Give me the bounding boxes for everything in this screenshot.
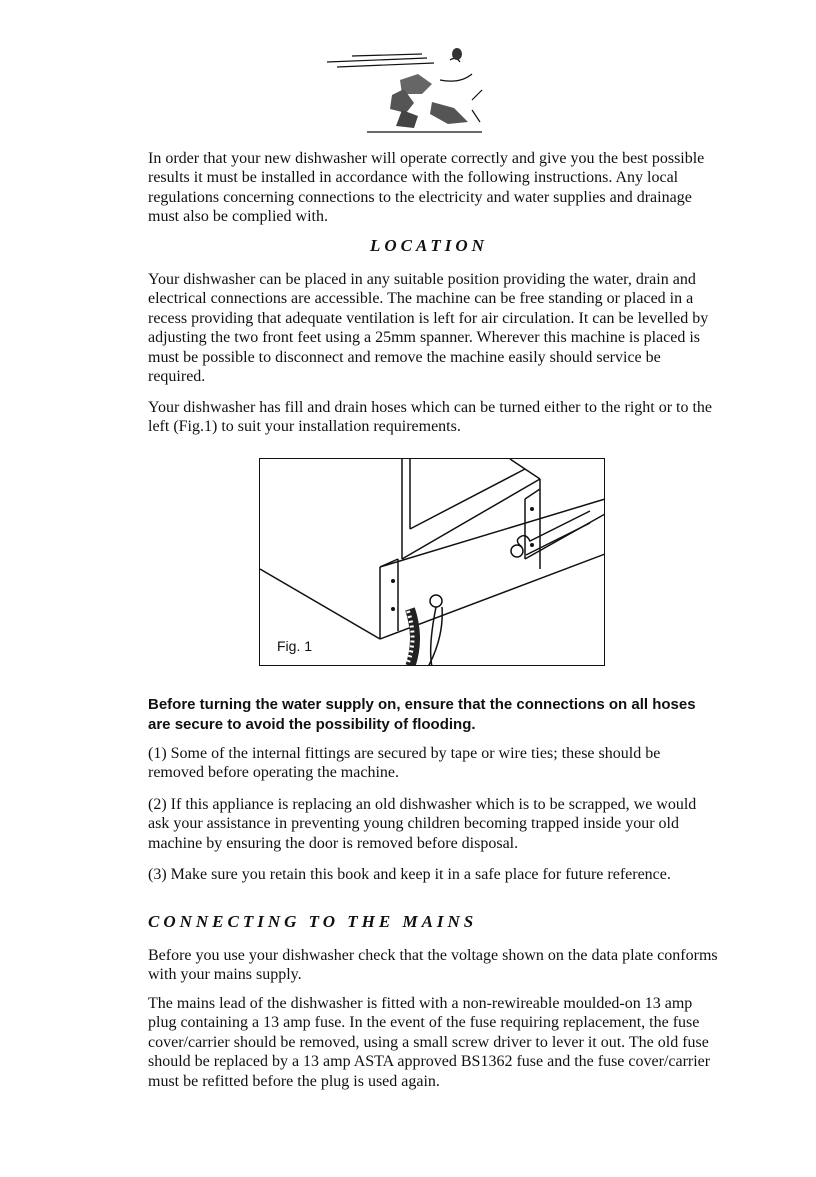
- figure-1-hoses: [259, 458, 605, 666]
- hose-diagram: [260, 459, 605, 666]
- flooding-warning: Before turning the water supply on, ensure that the connections on all hoses are secure to avoid the possibility of flooding.: [148, 696, 696, 733]
- note-2: (2) If this appliance is replacing an old dishwasher which is to be scrapped, we would ask your assistance in preventing young children becoming trapped inside your old machine by ensuring the door is removed before disposal.: [148, 796, 697, 852]
- mains-heading: CONNECTING TO THE MAINS: [148, 912, 478, 931]
- location-paragraph-2: Your dishwasher has fill and drain hoses which can be turned either to the right or to the left (Fig.1) to suit your installation requirements.: [148, 399, 713, 436]
- location-heading: LOCATION: [370, 236, 488, 255]
- intro-paragraph: In order that your new dishwasher will operate correctly and give you the best possible results it must be installed in accordance with the following instructions. Any local regulations concerning connections to the electricity and water supplies and drainage must also be complied with.: [148, 150, 705, 226]
- note-1: (1) Some of the internal fittings are secured by tape or wire ties; these should be removed before operating the machine.: [148, 745, 661, 782]
- note-3: (3) Make sure you retain this book and keep it in a safe place for future reference.: [148, 866, 671, 883]
- mains-paragraph-2: The mains lead of the dishwasher is fitted with a non-rewireable moulded-on 13 amp plug containing a 13 amp fuse. In the event of the fuse requiring replacement, the fuse cover/carrier should be removed, using a small screw driver to lever it out. The old fuse should be replaced by a 13 amp ASTA approved BS1362 fuse and the fuse cover/carrier must be refitted before the plug is used again.: [148, 995, 711, 1090]
- running-man-logo: [322, 40, 492, 140]
- figure-label: Fig. 1: [277, 638, 313, 654]
- mains-paragraph-1: Before you use your dishwasher check that the voltage shown on the data plate conforms with your mains supply.: [148, 947, 718, 984]
- location-paragraph-1: Your dishwasher can be placed in any suitable position providing the water, drain and electrical connections are accessible. The machine can be free standing or placed in a recess providing that adequate ventilation is left for air circulation. It can be levelled by adjusting the two front feet using a 25mm spanner. Wherever this machine is placed is must be possible to disconnect and remove the machine easily should service be required.: [148, 271, 709, 386]
